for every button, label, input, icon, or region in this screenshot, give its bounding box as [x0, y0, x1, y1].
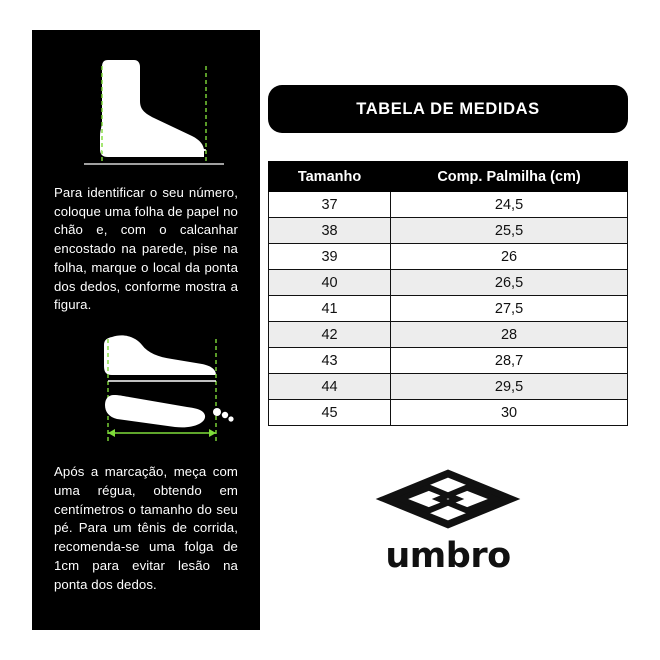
table-row: [269, 218, 628, 244]
cell-size: 45: [269, 400, 391, 426]
cell-length: 28: [391, 322, 628, 348]
cell-size: 39: [269, 244, 391, 270]
brand-logo: [268, 468, 628, 576]
column-header-length: Comp. Palmilha (cm): [391, 162, 628, 192]
cell-size: 42: [269, 322, 391, 348]
foot-top-and-side-measure-diagram: [54, 329, 238, 449]
umbro-double-diamond-icon: [373, 468, 523, 530]
table-row: [269, 374, 628, 400]
column-header-size: Tamanho: [269, 162, 391, 192]
table-row: [269, 400, 628, 426]
page-title: TABELA DE MEDIDAS: [268, 85, 628, 133]
instruction-text-1: Para identificar o seu número, coloque uma folha de papel no chão e, com o calcanhar encostado na parede, pise na folha, marque o local da ponta dos dedos, conforme mostra a figura.: [54, 185, 238, 313]
cell-length: 28,7: [391, 348, 628, 374]
table-row: [269, 270, 628, 296]
cell-size: 37: [269, 192, 391, 218]
cell-length: 25,5: [391, 218, 628, 244]
cell-size: 41: [269, 296, 391, 322]
table-row: [269, 322, 628, 348]
table-row: [269, 244, 628, 270]
cell-length: 30: [391, 400, 628, 426]
table-row: [269, 348, 628, 374]
cell-length: 29,5: [391, 374, 628, 400]
table-row: [269, 296, 628, 322]
table-header-row: [269, 162, 628, 192]
cell-size: 40: [269, 270, 391, 296]
cell-length: 27,5: [391, 296, 628, 322]
cell-length: 26,5: [391, 270, 628, 296]
foot-side-view-with-ruler-diagram: [54, 52, 238, 172]
cell-size: 43: [269, 348, 391, 374]
brand-wordmark: umbro: [385, 536, 511, 576]
table-row: [269, 192, 628, 218]
chart-column: [268, 30, 628, 630]
instruction-text-2: Após a marcação, meça com uma régua, obtendo em centímetros o tamanho do seu pé. Para um tênis de corrida, recomenda-se uma folga de 1cm para evitar lesão na ponta dos dedos.: [54, 464, 238, 592]
cell-length: 26: [391, 244, 628, 270]
instructions-panel: [32, 30, 260, 630]
cell-size: 44: [269, 374, 391, 400]
cell-length: 24,5: [391, 192, 628, 218]
cell-size: 38: [269, 218, 391, 244]
size-table: [268, 161, 628, 426]
